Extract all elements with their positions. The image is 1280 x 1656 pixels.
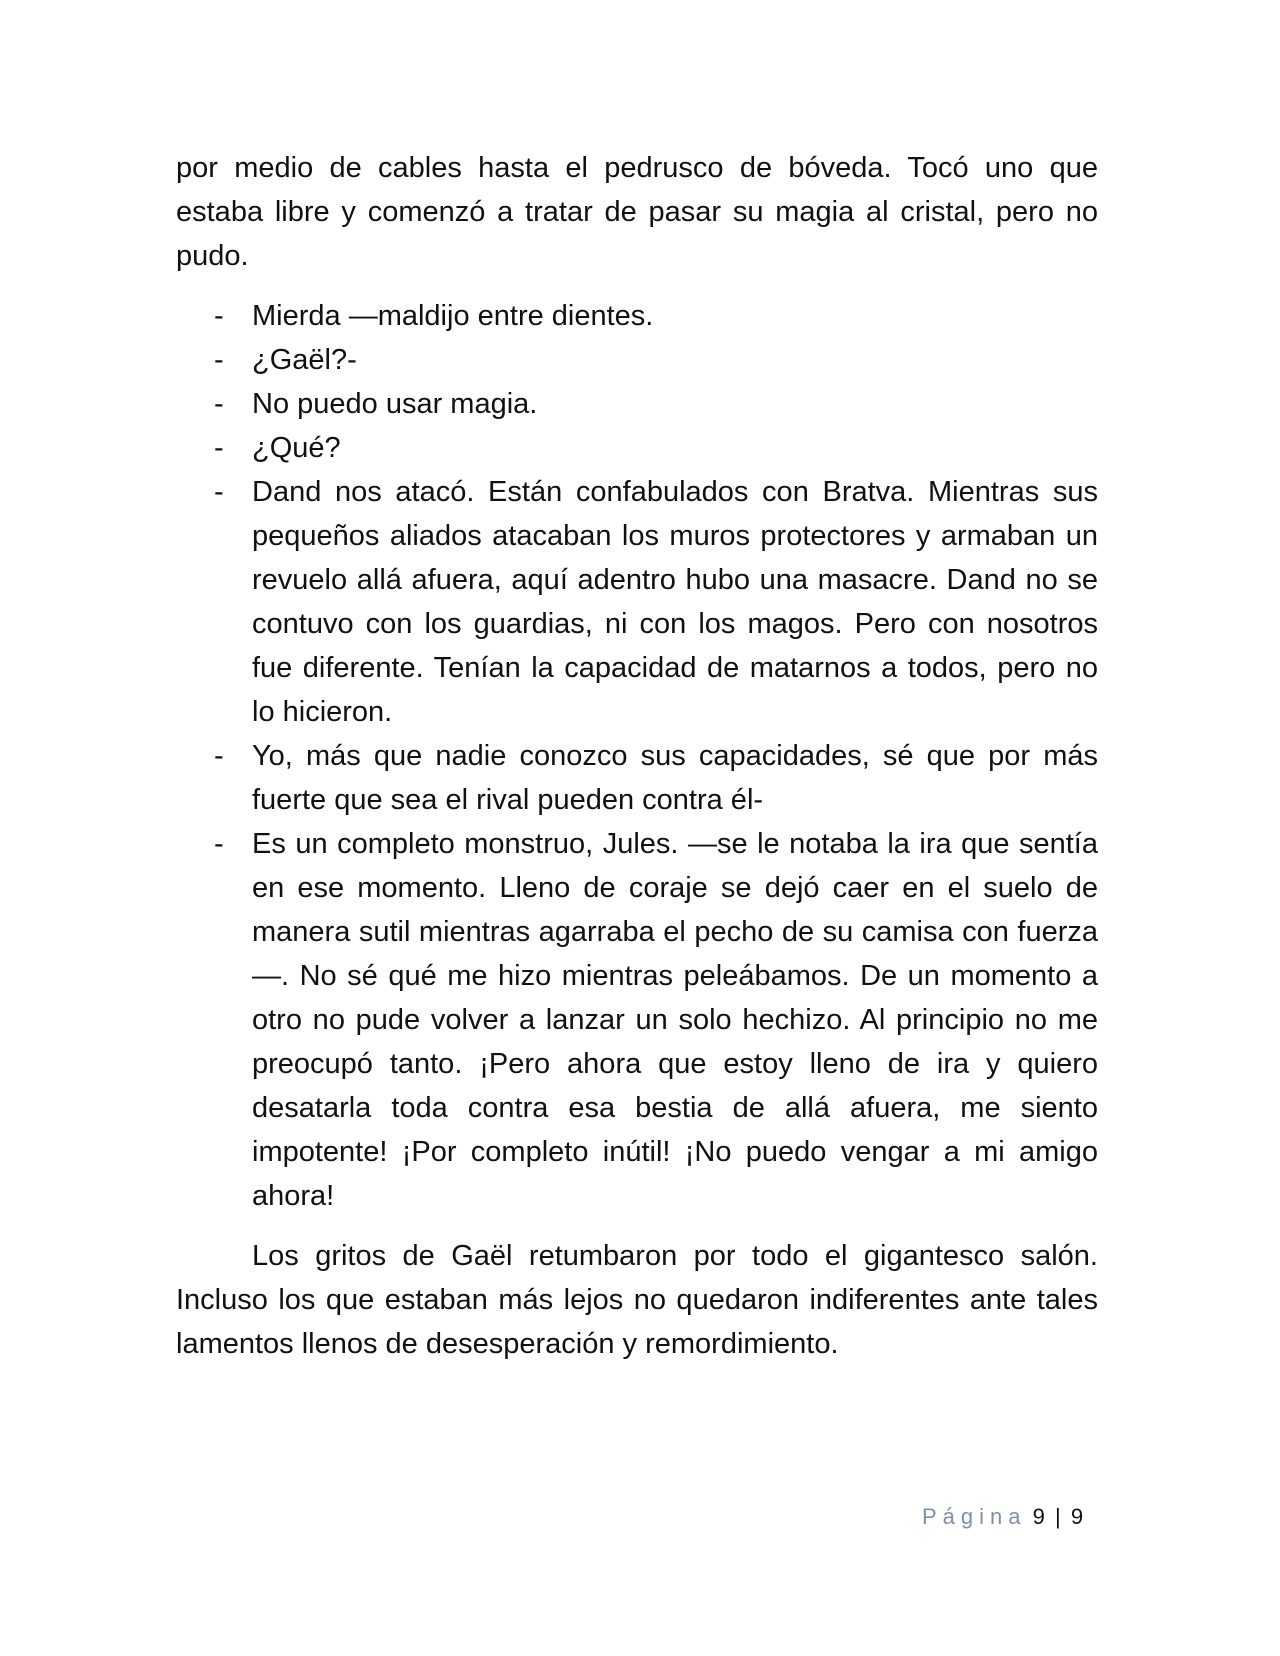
- dialogue-line: [176, 470, 1098, 734]
- dialogue-line: [176, 426, 1098, 470]
- dialogue-text: Es un completo monstruo, Jules. —se le notaba la ira que sentía en ese momento. Lleno de coraje se dejó caer en el suelo de manera sutil mientras agarraba el pecho de su camisa con fuerza—. No sé qué me hizo mientras peleábamos. De un momento a otro no pude volver a lanzar un solo hechizo. Al principio no me preocupó tanto. ¡Pero ahora que estoy lleno de ira y quiero desatarla toda contra esa bestia de allá afuera, me siento impotente! ¡Por completo inútil! ¡No puedo vengar a mi amigo ahora!: [252, 828, 1098, 1212]
- dash-marker: -: [214, 476, 224, 508]
- closing-paragraph: Los gritos de Gaël retumbaron por todo el gigantesco salón. Incluso los que estaban más lejos no quedaron indiferentes ante tales lamentos llenos de desesperación y remordimiento.: [176, 1240, 1098, 1360]
- footer-page-label: Página: [922, 1504, 1027, 1529]
- dialogue-text: ¿Qué?: [252, 432, 341, 464]
- dash-marker: -: [214, 432, 224, 464]
- dialogue-text: ¿Gaël?-: [252, 344, 357, 376]
- dialogue-line: [176, 338, 1098, 382]
- dialogue-line: [176, 382, 1098, 426]
- dialogue-line: [176, 734, 1098, 822]
- dialogue-text: Mierda —maldijo entre dientes.: [252, 300, 654, 332]
- dialogue-line: [176, 294, 1098, 338]
- dash-marker: -: [214, 740, 224, 772]
- page-footer: [922, 1504, 1083, 1530]
- dialogue-text: No puedo usar magia.: [252, 388, 538, 420]
- dash-marker: -: [214, 344, 224, 376]
- opening-paragraph: por medio de cables hasta el pedrusco de bóveda. Tocó uno que estaba libre y comenzó a tratar de pasar su magia al cristal, pero no pudo.: [176, 152, 1098, 272]
- dialogue-list: [176, 294, 1098, 1218]
- body-text: [176, 146, 1098, 1382]
- footer-separator: |: [1055, 1504, 1061, 1529]
- dialogue-text: Yo, más que nadie conozco sus capacidades, sé que por más fuerte que sea el rival pueden contra él-: [252, 740, 1098, 816]
- dash-marker: -: [214, 388, 224, 420]
- dash-marker: -: [214, 828, 224, 860]
- dialogue-line: [176, 822, 1098, 1218]
- footer-total-pages: 9: [1070, 1504, 1084, 1529]
- dash-marker: -: [214, 300, 224, 332]
- dialogue-text: Dand nos atacó. Están confabulados con Bratva. Mientras sus pequeños aliados atacaban los muros protectores y armaban un revuelo allá afuera, aquí adentro hubo una masacre. Dand no se contuvo con los guardias, ni con los magos. Pero con nosotros fue diferente. Tenían la capacidad de matarnos a todos, pero no lo hicieron.: [252, 476, 1098, 728]
- footer-page-number: 9: [1032, 1504, 1045, 1529]
